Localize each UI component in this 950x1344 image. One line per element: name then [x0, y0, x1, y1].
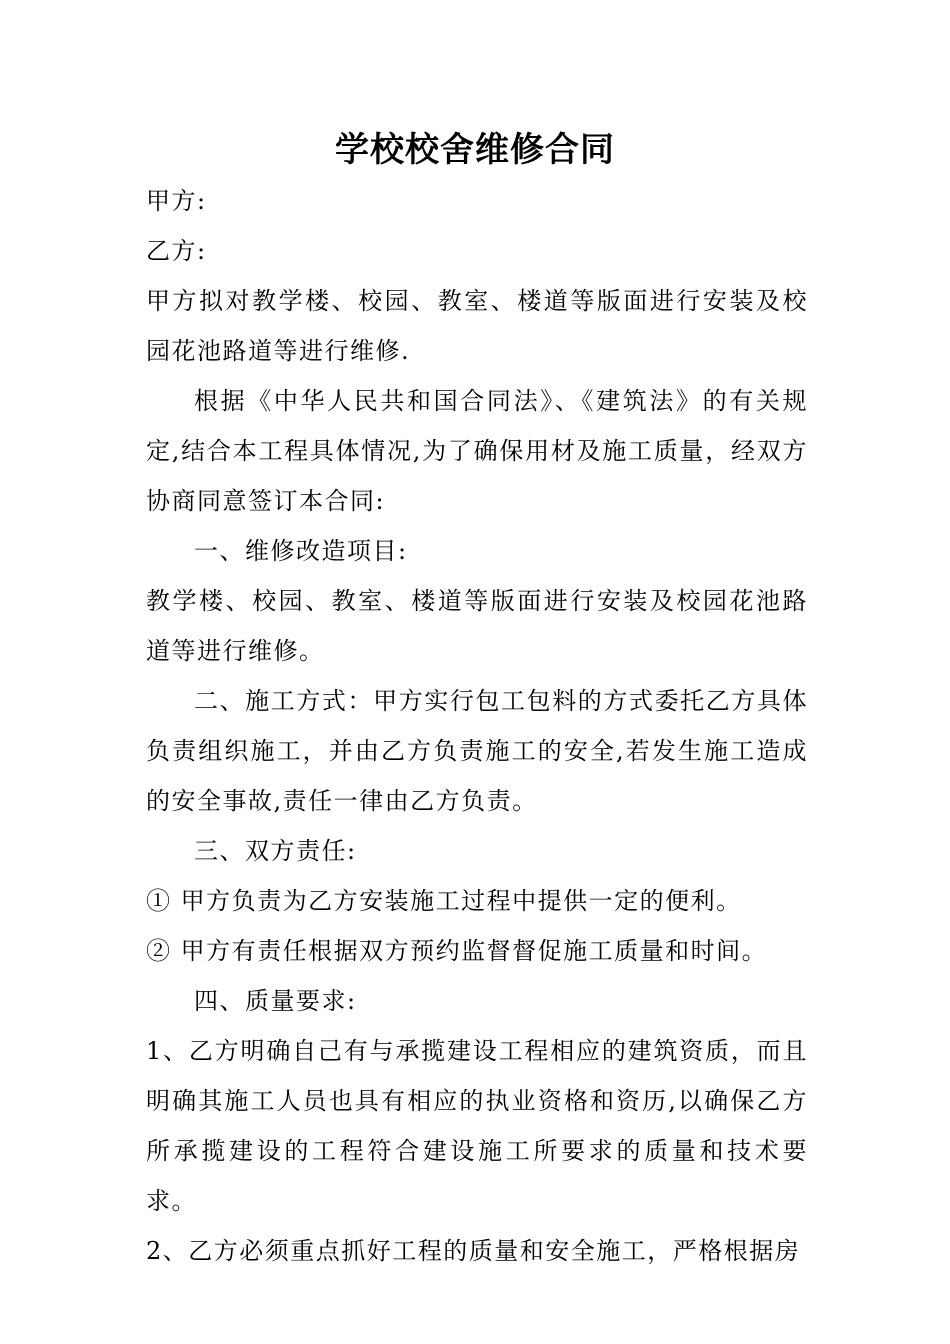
intro-paragraph: 甲方拟对教学楼、校园、教室、楼道等版面进行安装及校园花池路道等进行维修.	[146, 287, 808, 365]
party-b-line: 乙方:	[146, 237, 207, 265]
document-title: 学校校舍维修合同	[335, 130, 615, 170]
responsibility-item-1: ① 甲方负责为乙方安装施工过程中提供一定的便利。	[146, 887, 742, 915]
section-heading-4: 四、质量要求:	[194, 987, 357, 1015]
responsibility-item-2: ② 甲方有责任根据双方预约监督督促施工质量和时间。	[146, 937, 768, 965]
project-scope-paragraph: 教学楼、校园、教室、楼道等版面进行安装及校园花池路道等进行维修。	[146, 587, 808, 665]
section-heading-3: 三、双方责任:	[194, 837, 357, 865]
quality-item-2: 2、乙方必须重点抓好工程的质量和安全施工，严格根据房	[146, 1237, 801, 1265]
construction-method-paragraph: 二、施工方式：甲方实行包工包料的方式委托乙方具体负责组织施工，并由乙方负责施工的安全,若发生施工造成的安全事故,责任一律由乙方负责。	[146, 687, 808, 815]
legal-basis-paragraph: 根据《中华人民共和国合同法》、《建筑法》的有关规定,结合本工程具体情况,为了确保用材及施工质量，经双方协商同意签订本合同:	[146, 387, 808, 515]
section-heading-1: 一、维修改造项目:	[194, 537, 408, 565]
quality-item-1: 1、乙方明确自己有与承揽建设工程相应的建筑资质，而且明确其施工人员也具有相应的执业资格和资历,以确保乙方所承揽建设的工程符合建设施工所要求的质量和技术要求。	[146, 1037, 808, 1215]
document-body	[146, 176, 808, 1276]
party-a-line: 甲方:	[146, 187, 207, 215]
